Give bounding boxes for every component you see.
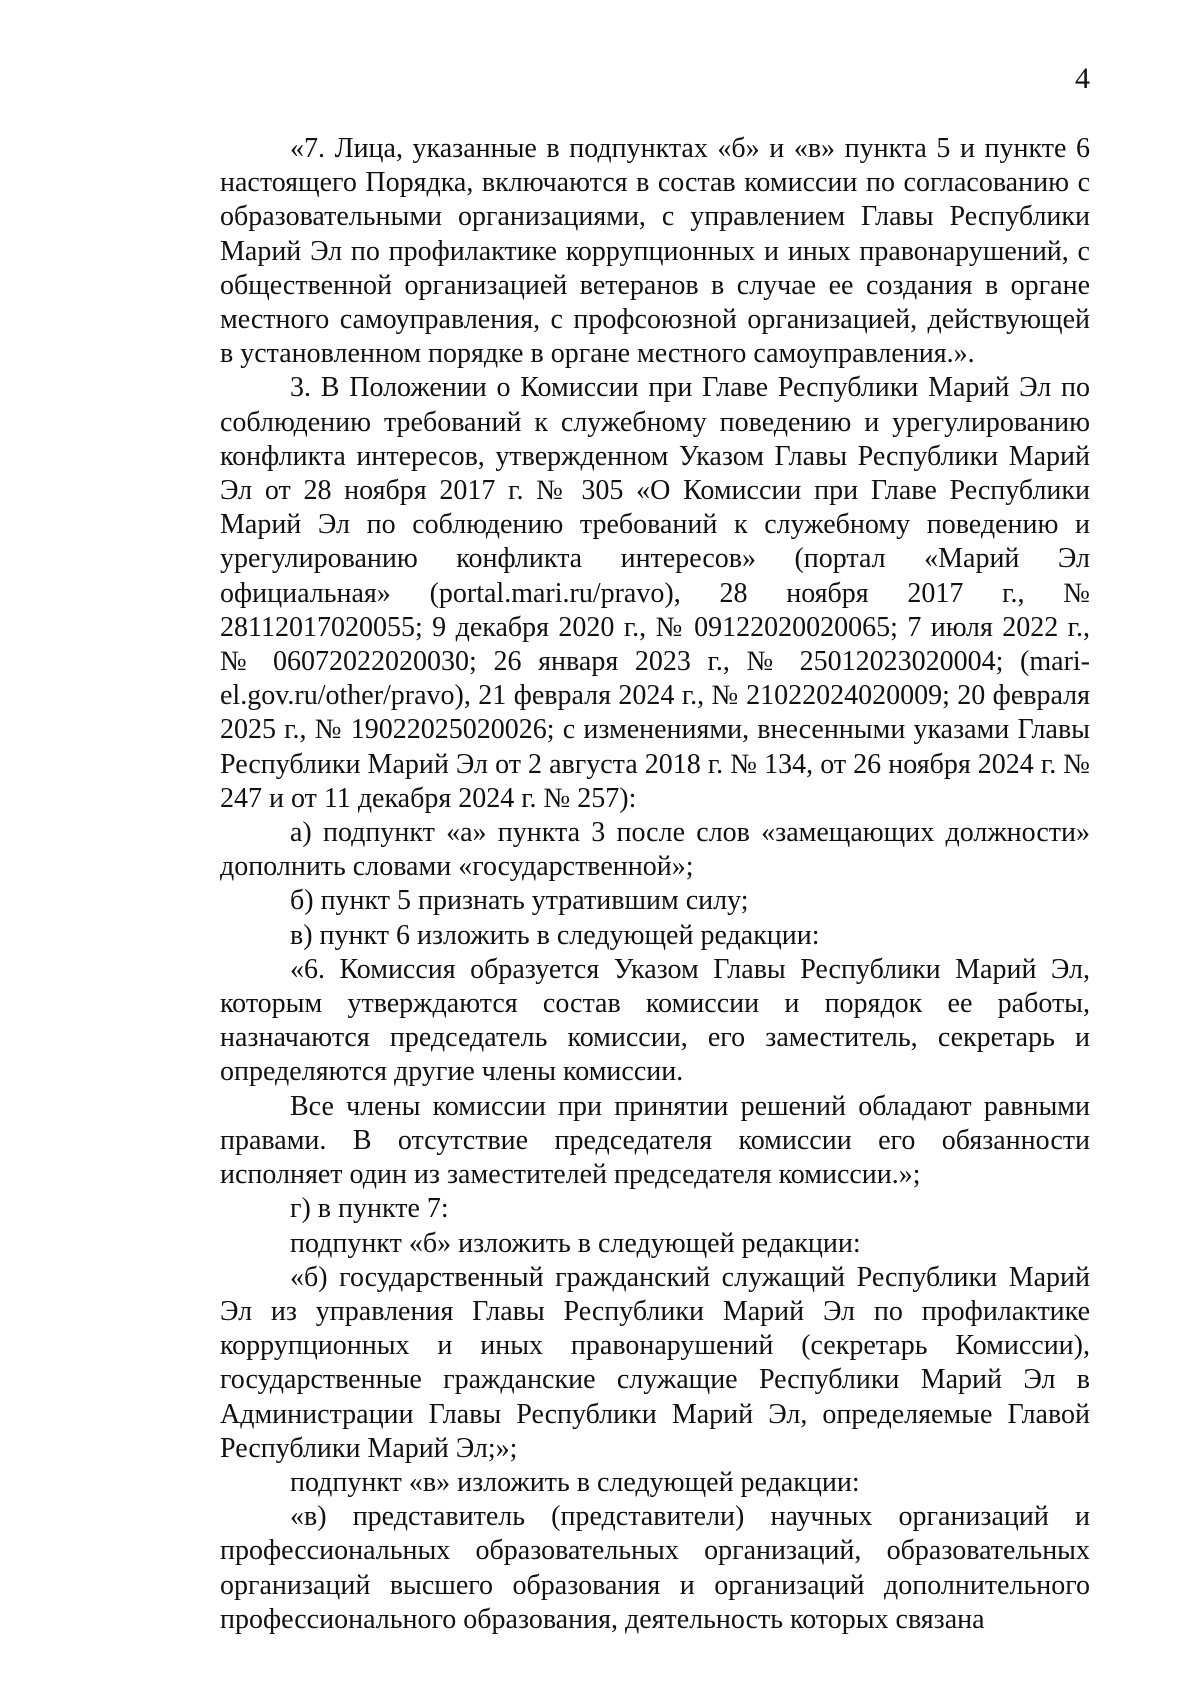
paragraph-subpoint-b-intro: подпункт «б» изложить в следующей редакции: (290, 1227, 861, 1259)
paragraph-subpoint-v-text: «в) представитель (представители) научных организаций и профессиональных образовательных организаций, образовательных организаций высшего образования и организаций дополнительного профессионального образования, деятельность которых связана (220, 1501, 1090, 1635)
page-number: 4 (1075, 62, 1090, 95)
paragraph-members-rights: Все члены комиссии при принятии решений обладают равными правами. В отсутствие председателя комиссии его обязанности исполняет один из заместителей председателя комиссии.»; (220, 1090, 1090, 1191)
paragraph-subitem-b: б) пункт 5 признать утратившим силу; (290, 885, 749, 917)
paragraph-subitem-a: а) подпункт «а» пункта 3 после слов «замещающих должности» дополнить словами «государственной»; (220, 817, 1090, 883)
paragraph-subpoint-v-intro: подпункт «в» изложить в следующей редакции: (290, 1466, 860, 1498)
paragraph-subitem-g: г) в пункте 7: (290, 1193, 449, 1225)
paragraph-subitem-v: в) пункт 6 изложить в следующей редакции: (290, 919, 820, 951)
document-body (220, 132, 1090, 1637)
paragraph-item-3-intro: 3. В Положении о Комиссии при Главе Республики Марий Эл по соблюдению требований к служебному поведению и урегулированию конфликта интересов, утвержденном Указом Главы Республики Марий Эл от 28 ноября 2017 г. № 305 «О Комиссии при Главе Республики Марий Эл по соблюдению требований к служебному поведению и урегулированию конфликта интересов» (портал «Марий Эл официальная» (portal.mari.ru/pravo), 28 ноября 2017 г., № 28112017020055; 9 декабря 2020 г., № 09122020020065; 7 июля 2022 г., № 06072022020030; 26 января 2023 г., № 25012023020004; (mari-el.gov.ru/other/pravo), 21 февраля 2024 г., № 21022024020009; 20 февраля 2025 г., № 19022025020026; с изменениями, внесенными указами Главы Республики Марий Эл от 2 августа 2018 г. № 134, от 26 ноября 2024 г. № 247 и от 11 декабря 2024 г. № 257): (220, 372, 1090, 814)
paragraph-point-6-text: «6. Комиссия образуется Указом Главы Республики Марий Эл, которым утверждаются состав комиссии и порядок ее работы, назначаются председатель комиссии, его заместитель, секретарь и определяются другие члены комиссии. (220, 953, 1090, 1088)
paragraph-point-7-text: «7. Лица, указанные в подпунктах «б» и «в» пункта 5 и пункте 6 настоящего Порядка, включаются в состав комиссии по согласованию с образовательными организациями, с управлением Главы Республики Марий Эл по профилактике коррупционных и иных правонарушений, с общественной организацией ветеранов в случае ее создания в органе местного самоуправления, с профсоюзной организацией, действующей в установленном порядке в органе местного самоуправления.». (220, 133, 1090, 370)
paragraph-subpoint-b-text: «б) государственный гражданский служащий Республики Марий Эл из управления Главы Республики Марий Эл по профилактике коррупционных и иных правонарушений (секретарь Комиссии), государственные гражданские служащие Республики Марий Эл в Администрации Главы Республики Марий Эл, определяемые Главой Республики Марий Эл;»; (220, 1261, 1090, 1464)
